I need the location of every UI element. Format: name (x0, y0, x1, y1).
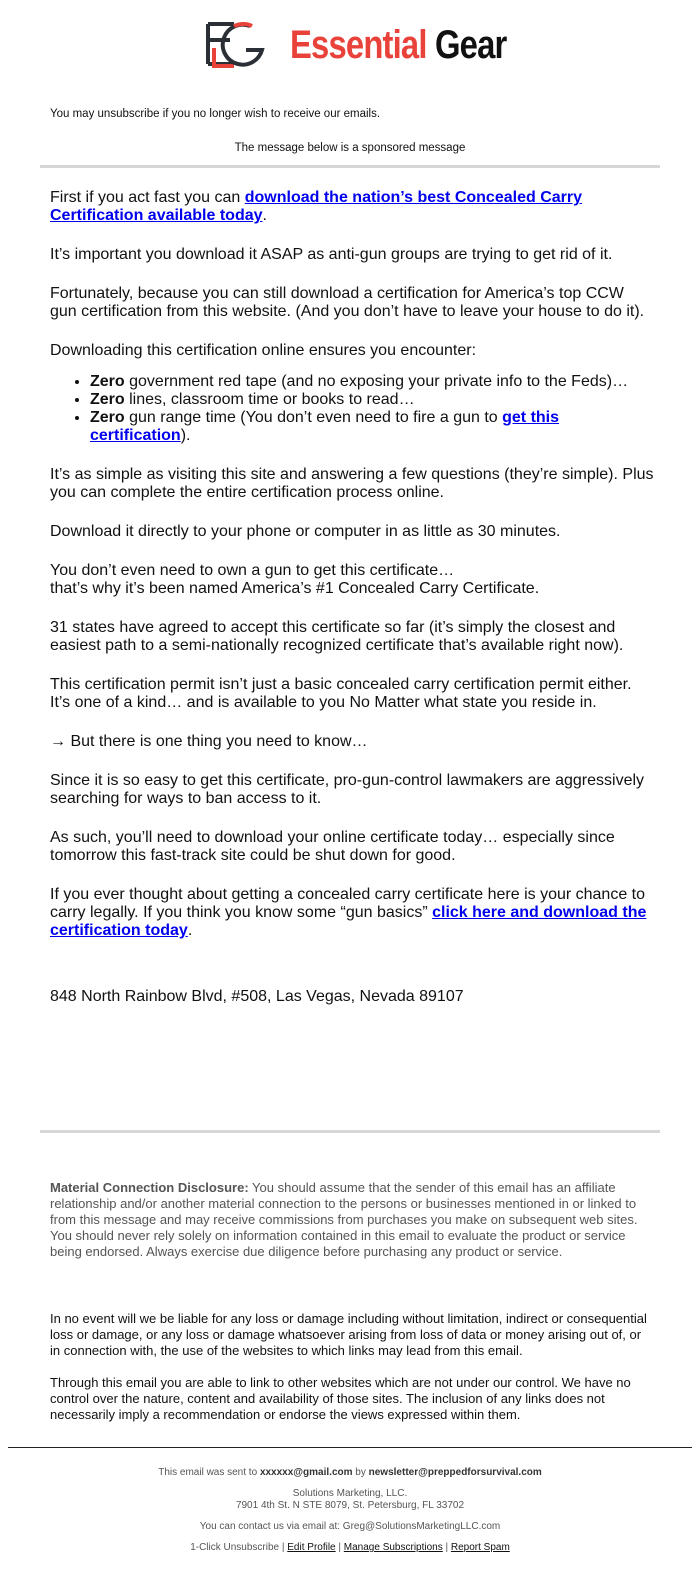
paragraph: It’s important you download it ASAP as anti-gun groups are trying to get rid of it. (50, 246, 613, 263)
separator: | (335, 1542, 344, 1553)
disclosure-text: You should assume that the sender of this email has an affiliate relationship and/or another material connection to the persons or businesses mentioned in or linked to from this message and may receive commissions from purchases you make on subsequent web sites. You should never rely solely on information contained in this email to evaluate the product or service being endorsed. Always exercise due diligence before purchasing any product or service. (50, 1180, 638, 1259)
report-spam-link[interactable]: Report Spam (450, 1542, 510, 1553)
divider (40, 165, 660, 168)
sender-email: newsletter@preppedforsurvival.com (368, 1467, 542, 1478)
message-body (50, 189, 655, 961)
download-certification-link[interactable]: download the nation’s best Concealed Carry Certification available today (50, 189, 582, 224)
disclosure-title: Material Connection Disclosure: (50, 1180, 249, 1195)
text: ). (180, 427, 191, 444)
sponsored-note: The message below is a sponsored message (234, 142, 466, 154)
one-click-unsubscribe[interactable]: 1-Click Unsubscribe (190, 1542, 280, 1553)
paragraph (50, 886, 655, 940)
paragraph: As such, you’ll need to download your online certificate today… especially since tomorrow this fast-track site could be shut down for good. (50, 829, 615, 864)
text: First if you act fast you can (50, 189, 245, 206)
separator: | (279, 1542, 288, 1553)
brand-name (290, 23, 506, 68)
paragraph: In no event will we be liable for any loss or damage including without limitation, indirect or consequential loss or damage, or any loss or damage whatsoever arising from loss of data or money arising out of, or in connection with, the use of the websites to which links may lead from this email. (50, 1311, 647, 1358)
paragraph (50, 562, 655, 598)
text: . (187, 922, 193, 939)
unsubscribe-note: You may unsubscribe if you no longer wish to receive our emails. (50, 108, 381, 120)
separator: | (442, 1542, 451, 1553)
brand-gear: Gear (434, 22, 507, 67)
text: government red tape (and no exposing your private info to the Feds)… (124, 373, 629, 390)
paragraph (50, 189, 655, 225)
text: Zero (90, 373, 125, 390)
footer (0, 1467, 700, 1563)
sender-address: 848 North Rainbow Blvd, #508, Las Vegas, Nevada 89107 (50, 988, 464, 1005)
text: You don’t even need to own a gun to get this certificate… (50, 562, 455, 579)
brand-essential: Essential (290, 22, 427, 67)
benefits-list (50, 373, 655, 445)
contact-info: You can contact us via email at: Greg@SolutionsMarketingLLC.com (199, 1521, 501, 1532)
company-name: Solutions Marketing, LLC. (292, 1488, 408, 1499)
edit-profile-link[interactable]: Edit Profile (287, 1542, 336, 1553)
text: Zero (90, 391, 125, 408)
list-item (90, 409, 655, 445)
paragraph: Since it is so easy to get this certificate, pro-gun-control lawmakers are aggressively searching for ways to ban access to it. (50, 772, 645, 807)
text: by (352, 1467, 369, 1478)
download-certification-cta-link[interactable]: click here and download the certification today (50, 904, 647, 939)
manage-subscriptions-link[interactable]: Manage Subscriptions (343, 1542, 443, 1553)
text: This email was sent to (158, 1467, 260, 1478)
text: If you ever thought about getting a concealed carry certificate here is your chance to carry legally. If you think you know some “gun basics” (50, 886, 646, 921)
paragraph: 31 states have agreed to accept this certificate so far (it’s simply the closest and easiest path to a semi-nationally recognized certificate that’s available right now). (50, 619, 624, 654)
company-info (0, 1488, 700, 1512)
list-item (90, 373, 655, 391)
essential-gear-logo (204, 18, 554, 72)
recipient-email: xxxxxx@gmail.com (259, 1467, 353, 1478)
eg-logo-icon (204, 20, 268, 70)
paragraph: Fortunately, because you can still download a certification for America’s top CCW gun certification from this website. (And you don’t have to leave your house to do it). (50, 285, 645, 320)
text: Zero (90, 409, 125, 426)
text: . (262, 207, 267, 224)
paragraph: Downloading this certification online ensures you encounter: (50, 342, 477, 359)
divider (40, 1130, 660, 1133)
text: that’s why it’s been named America’s #1 Concealed Carry Certificate. (50, 580, 540, 597)
get-certification-link[interactable]: get this certification (90, 409, 560, 444)
company-address: 7901 4th St. N STE 8079, St. Petersburg, FL 33702 (235, 1500, 465, 1511)
text: lines, classroom time or books to read… (124, 391, 415, 408)
paragraph: This certification permit isn’t just a basic concealed carry certification permit either. It’s one of a kind… and is available to you No Matter what state you reside in. (50, 676, 632, 711)
text: gun range time (You don’t even need to fire a gun to (124, 409, 503, 426)
list-item (90, 391, 655, 409)
paragraph: Through this email you are able to link to other websites which are not under our control. We have no control over the nature, content and availability of those sites. The inclusion of any links does not necessarily imply a recommendation or endorse the views expressed within them. (50, 1375, 631, 1422)
legal-notice (50, 1311, 650, 1439)
paragraph: Download it directly to your phone or computer in as little as 30 minutes. (50, 523, 561, 540)
sent-info (0, 1467, 700, 1479)
paragraph: → But there is one thing you need to know… (50, 733, 368, 750)
footer-links (0, 1542, 700, 1554)
divider (8, 1447, 692, 1448)
paragraph: It’s as simple as visiting this site and answering a few questions (they’re simple). Plus you can complete the entire certification process online. (50, 466, 654, 501)
material-disclosure (50, 1180, 650, 1260)
